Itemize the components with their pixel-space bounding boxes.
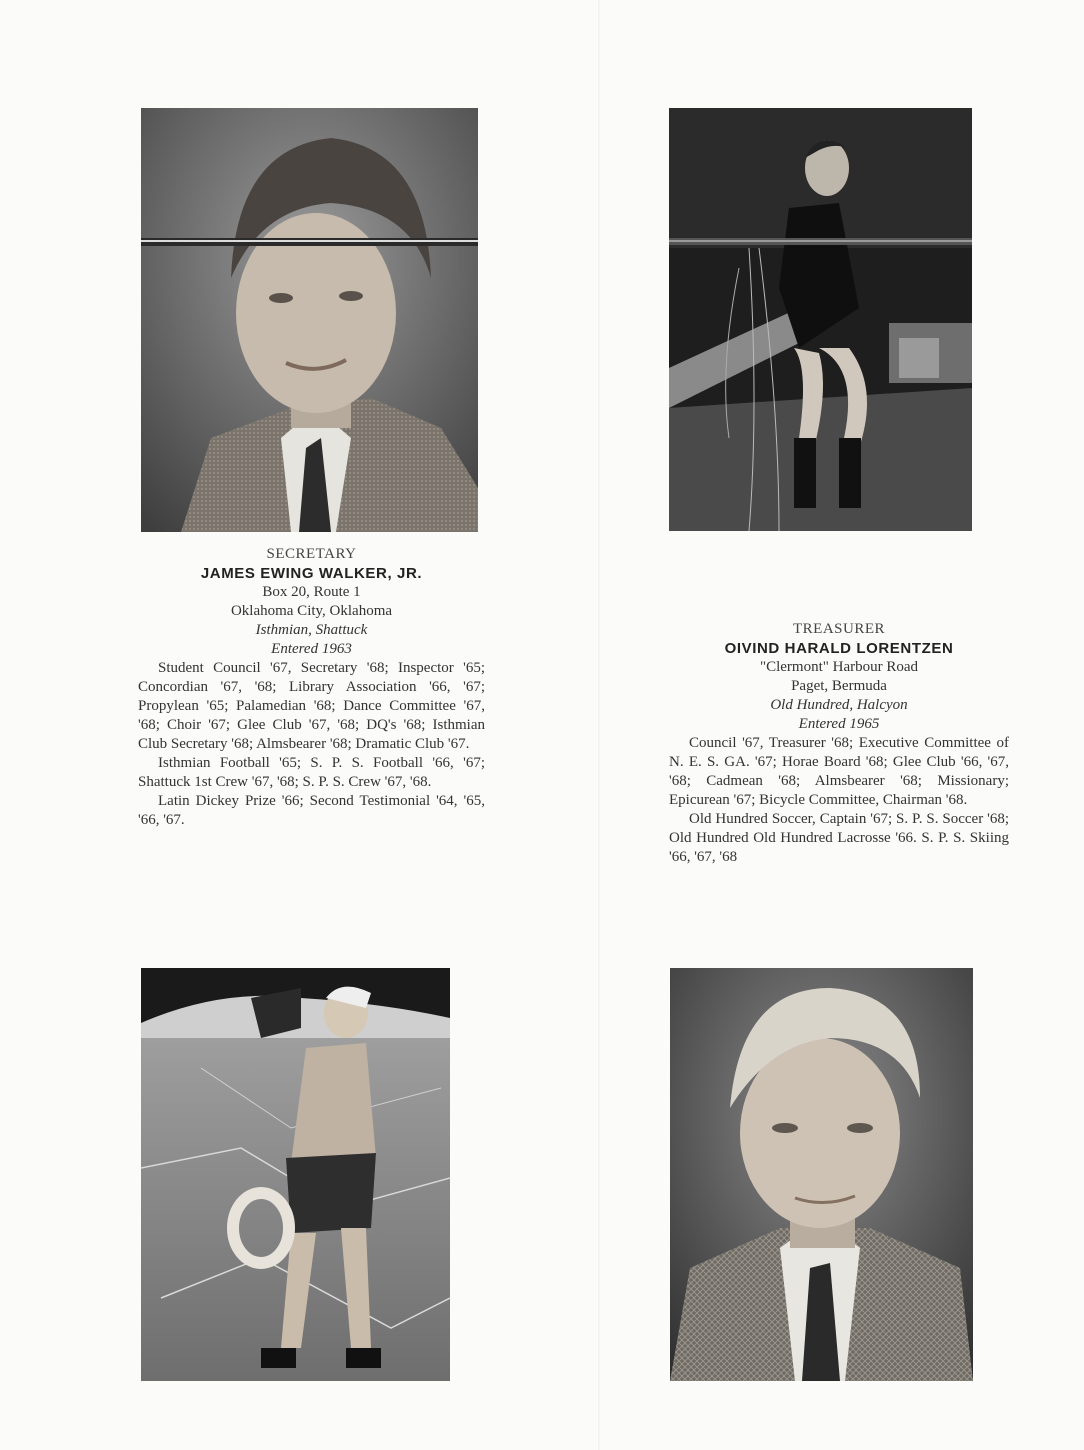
activities-paragraph: Council '67, Treasurer '68; Executive Committee of N. E. S. GA. '67; Horae Board '68; Glee Club '66, '67, '68; Cadmean '68; Almsbearer '68; Missionary; Epicurean '67; Bicycle Committee, Chairman '68. [669, 735, 1009, 808]
athletics-paragraph: Old Hundred Soccer, Captain '67; S. P. S. Soccer '68; Old Hundred Old Hundred Lacrosse '66. S. P. S. Skiing '66, '67, '68 [669, 811, 1009, 865]
office-title: TREASURER [792, 621, 885, 637]
entered-year: Entered 1965 [798, 716, 880, 732]
sextant-ice-photo [141, 968, 450, 1381]
page-fold [598, 0, 600, 1450]
address-line-2: Oklahoma City, Oklahoma [230, 603, 393, 619]
person-name: OIVIND HARALD LORENTZEN [724, 640, 954, 657]
address-line-1: Box 20, Route 1 [262, 584, 361, 600]
stage-performance-photo [669, 108, 972, 531]
address-line-2: Paget, Bermuda [791, 678, 887, 694]
clubs: Old Hundred, Halcyon [770, 697, 908, 713]
person-name: JAMES EWING WALKER, JR. [200, 565, 423, 582]
address-line-1: "Clermont" Harbour Road [759, 659, 919, 675]
lorentzen-bio [669, 620, 1009, 867]
lorentzen-portrait-photo [670, 968, 973, 1381]
walker-bio [138, 545, 485, 830]
athletics-paragraph: Isthmian Football '65; S. P. S. Football '66, '67; Shattuck 1st Crew '67, '68; S. P. S. Crew '67, '68. [138, 755, 485, 790]
entered-year: Entered 1963 [271, 641, 352, 657]
office-title: SECRETARY [266, 546, 357, 562]
activities-paragraph: Student Council '67, Secretary '68; Inspector '65; Concordian '67, '68; Library Association '66, '67; Propylean '65; Palamedian '68; Dance Committee '67, '68; Choir '67; Glee Club '67, '68; DQ's '68; Isthmian Club Secretary '68; Almsbearer '68; Dramatic Club '67. [138, 660, 485, 752]
walker-portrait-photo [141, 108, 478, 532]
clubs: Isthmian, Shattuck [255, 622, 368, 638]
honors-paragraph: Latin Dickey Prize '66; Second Testimonial '64, '65, '66, '67. [138, 793, 485, 828]
